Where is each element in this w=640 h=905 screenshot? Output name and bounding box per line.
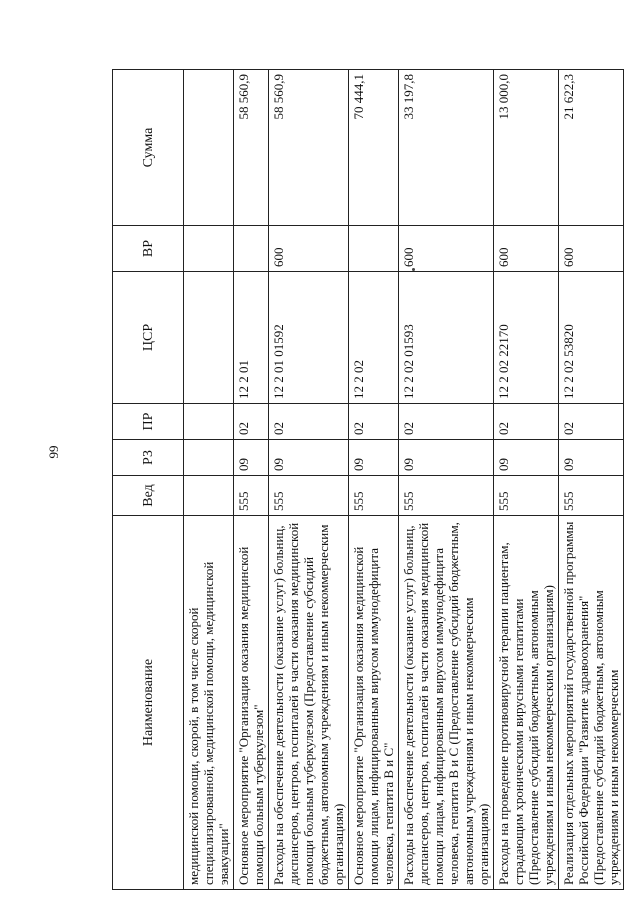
row-vr bbox=[184, 226, 234, 272]
row-ved: 555 bbox=[399, 476, 494, 516]
row-csr: 12 2 02 53820 bbox=[559, 272, 624, 404]
row-pr: 02 bbox=[234, 404, 269, 440]
row-csr: 12 2 01 bbox=[234, 272, 269, 404]
budget-table bbox=[112, 69, 624, 890]
row-rz bbox=[184, 440, 234, 476]
row-name: Основное мероприятие "Организация оказания медицинской помощи больным туберкулезом" bbox=[234, 516, 269, 890]
row-pr: 02 bbox=[494, 404, 559, 440]
row-ved: 555 bbox=[349, 476, 399, 516]
row-ved: 555 bbox=[234, 476, 269, 516]
header-ved: Вед bbox=[113, 476, 184, 516]
row-pr: 02 bbox=[349, 404, 399, 440]
table-header-row bbox=[113, 70, 184, 890]
row-pr: 02 bbox=[559, 404, 624, 440]
row-rz: 09 bbox=[399, 440, 494, 476]
row-csr: 12 2 02 bbox=[349, 272, 399, 404]
table-row bbox=[399, 70, 494, 890]
header-pr: ПР bbox=[113, 404, 184, 440]
row-rz: 09 bbox=[234, 440, 269, 476]
row-csr: 12 2 02 01593 bbox=[399, 272, 494, 404]
row-vr bbox=[234, 226, 269, 272]
row-sum: 13 000,0 bbox=[494, 70, 559, 226]
row-vr: 600 bbox=[559, 226, 624, 272]
row-vr: 600 bbox=[494, 226, 559, 272]
table-row bbox=[349, 70, 399, 890]
rotated-page bbox=[112, 70, 621, 890]
header-sum: Сумма bbox=[113, 70, 184, 226]
scan-speck bbox=[412, 268, 415, 271]
row-name: медицинской помощи, скорой, в том числе скорой специализированной, медицинской помощи, медицинской эвакуации" bbox=[184, 516, 234, 890]
page-number: 99 bbox=[46, 445, 61, 459]
header-vr: ВР bbox=[113, 226, 184, 272]
row-ved: 555 bbox=[559, 476, 624, 516]
row-rz: 09 bbox=[494, 440, 559, 476]
row-sum: 33 197,8 bbox=[399, 70, 494, 226]
row-rz: 09 bbox=[559, 440, 624, 476]
row-sum: 58 560,9 bbox=[234, 70, 269, 226]
table-row bbox=[234, 70, 269, 890]
row-vr: 600 bbox=[399, 226, 494, 272]
row-vr bbox=[349, 226, 399, 272]
row-ved: 555 bbox=[269, 476, 349, 516]
row-vr: 600 bbox=[269, 226, 349, 272]
row-rz: 09 bbox=[349, 440, 399, 476]
table-row bbox=[269, 70, 349, 890]
row-csr: 12 2 02 22170 bbox=[494, 272, 559, 404]
row-sum: 58 560,9 bbox=[269, 70, 349, 226]
row-pr: 02 bbox=[269, 404, 349, 440]
row-name: Основное мероприятие "Организация оказания медицинской помощи лицам, инфицированным вирусом иммунодефицита человека, гепатита В и С" bbox=[349, 516, 399, 890]
table-row bbox=[559, 70, 624, 890]
table-row bbox=[184, 70, 234, 890]
row-ved: 555 bbox=[494, 476, 559, 516]
row-csr bbox=[184, 272, 234, 404]
budget-table-sheet bbox=[112, 70, 621, 890]
row-sum: 21 622,3 bbox=[559, 70, 624, 226]
row-name: Расходы на обеспечение деятельности (оказание услуг) больниц, диспансеров, центров, госпиталей в части оказания медицинской помощи больным туберкулезом (Предоставление субсидий бюджетным, автономным учреждениям и иным некоммерческим организациям) bbox=[269, 516, 349, 890]
row-rz: 09 bbox=[269, 440, 349, 476]
row-ved bbox=[184, 476, 234, 516]
row-pr: 02 bbox=[399, 404, 494, 440]
row-name: Расходы на проведение противовирусной терапии пациентам, страдающим хроническими вирусными гепатитами (Предоставление субсидий бюджетным, автономным учреждениям и иным некоммерческим организациям) bbox=[494, 516, 559, 890]
header-name: Наименование bbox=[113, 516, 184, 890]
row-sum bbox=[184, 70, 234, 226]
header-rz: РЗ bbox=[113, 440, 184, 476]
row-csr: 12 2 01 01592 bbox=[269, 272, 349, 404]
row-name: Расходы на обеспечение деятельности (оказание услуг) больниц, диспансеров, центров, госпиталей в части оказания медицинской помощи лицам, инфицированным вирусом иммунодефицита человека, гепатита В и С (Предоставление субсидий бюджетным, автономным учреждениям и иным некоммерческим организациям) bbox=[399, 516, 494, 890]
row-sum: 70 444,1 bbox=[349, 70, 399, 226]
header-csr: ЦСР bbox=[113, 272, 184, 404]
table-row bbox=[494, 70, 559, 890]
row-name: Реализация отдельных мероприятий государственной программы Российской Федерации "Развитие здравоохранения" (Предоставление субсидий бюджетным, автономным учреждениям и иным некоммерческим bbox=[559, 516, 624, 890]
row-pr bbox=[184, 404, 234, 440]
